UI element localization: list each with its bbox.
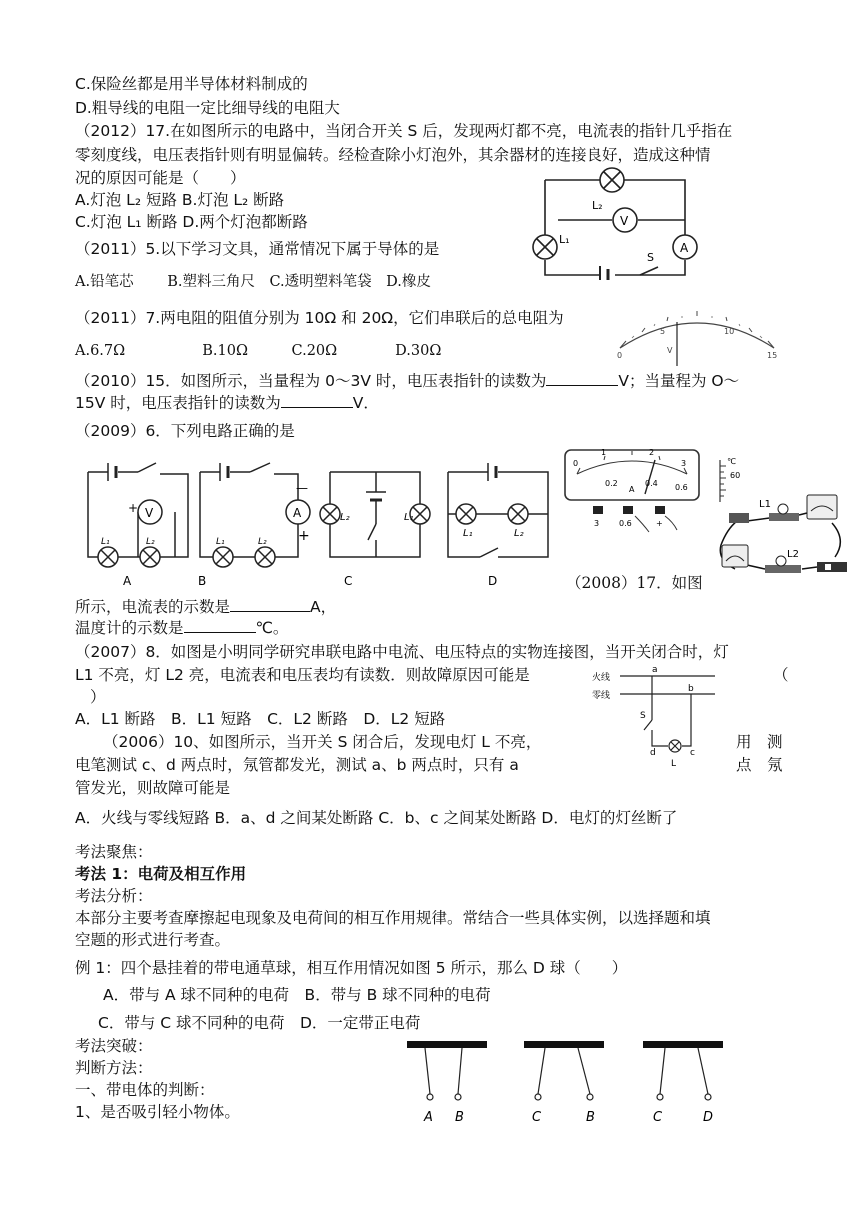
tick-3: 3 — [681, 459, 687, 468]
q2010-stem-1 — [75, 371, 739, 391]
label-l1: L1 — [759, 499, 771, 510]
q2006-stem-1-right: 用 测 — [736, 733, 783, 751]
q2006-stem-1: （2006）10、如图所示，当开关 S 闭合后，发现电灯 L 不亮， — [103, 733, 542, 751]
q2011-7-options: A.6.7Ω B.10Ω C.20Ω D.30Ω — [75, 343, 442, 359]
option-a-label: A — [123, 574, 132, 588]
tick-0: 0 — [617, 351, 623, 360]
label-l2: L2 — [787, 549, 799, 560]
label-l1-b: L₁ — [216, 537, 225, 547]
charged-balls-figure — [400, 1036, 740, 1128]
section-heading-focus: 考法聚焦： — [75, 843, 153, 861]
option-d-line: D.粗导线的电阻一定比细导线的电阻大 — [75, 99, 340, 117]
sub-0.6: 0.6 — [675, 483, 688, 492]
q2008-stem-1: （2008）17．如图 — [566, 574, 703, 592]
q2009-stem: （2009）6．下列电路正确的是 — [75, 422, 295, 440]
q2007-paren-open: （ — [773, 666, 789, 684]
q2012-options-cd: C.灯泡 L₁ 断路 D.两个灯泡都断路 — [75, 213, 308, 231]
q2007-options: A．L1 断路 B．L1 短路 C．L2 断路 D．L2 短路 — [75, 710, 446, 728]
label-l2-b: L₂ — [258, 537, 267, 547]
tick-2: 2 — [649, 448, 655, 457]
point-a: a — [652, 665, 658, 675]
answer-blank — [546, 371, 618, 386]
household-circuit-2006 — [590, 660, 720, 775]
label-s: S — [647, 251, 654, 264]
q2012-options-ab: A.灯泡 L₂ 短路 B.灯泡 L₂ 断路 — [75, 191, 285, 209]
q2006-stem-3: 管发光，则故障可能是 — [75, 779, 231, 797]
point-d: d — [650, 748, 656, 758]
q2006-stem-2: 电笔测试 c、d 两点时，氖管都发光，测试 a、b 两点时，只有 a — [75, 756, 519, 774]
minus-sign: — — [296, 481, 308, 495]
circuit-options-2009 — [78, 452, 558, 592]
analysis-text-2: 空题的形式进行考查。 — [75, 931, 231, 949]
ball-a-label: A — [424, 1110, 433, 1125]
section-heading-method1: 考法 1：电荷及相互作用 — [75, 865, 247, 883]
label-l1-d: L₁ — [463, 528, 473, 539]
label-l1-a: L₁ — [101, 537, 110, 547]
lamp-l: L — [671, 759, 677, 769]
q2011-5-options: A.铅笔芯 B.塑料三角尺 C.透明塑料笔袋 D.橡皮 — [75, 274, 431, 290]
tick-0: 0 — [573, 459, 579, 468]
real-circuit-2007 — [707, 485, 857, 580]
ball-d-label: D — [703, 1110, 714, 1125]
q2010-text-a: （2010）15．如图所示，当量程为 0～3V 时，电压表指针的读数为 — [75, 372, 547, 390]
label-l1: L₁ — [559, 233, 570, 246]
q2007-paren-close: ） — [90, 688, 106, 706]
unit-v: V — [667, 346, 673, 355]
breakthrough-heading: 考法突破： — [75, 1037, 153, 1055]
circuit-diagram-2012 — [530, 165, 700, 280]
q2010-stem-2 — [75, 393, 379, 413]
judge-charged-heading: 一、带电体的判断： — [75, 1081, 215, 1099]
q2010-text-d: V． — [352, 394, 379, 412]
answer-blank — [230, 597, 310, 612]
voltmeter-dial-2011 — [612, 308, 782, 368]
tick-5: 5 — [660, 327, 666, 336]
sub-0.2: 0.2 — [605, 479, 618, 488]
ammeter-dial-2008 — [563, 446, 703, 536]
analysis-heading: 考法分析： — [75, 887, 153, 905]
option-c-label: C — [344, 574, 353, 588]
label-l2-a: L₂ — [146, 537, 155, 547]
terminal-0.6: 0.6 — [619, 519, 632, 528]
label-l2: L₂ — [592, 199, 603, 212]
label-l1-c: L₁ — [404, 512, 414, 523]
q2007-stem-1: （2007）8．如图是小明同学研究串联电路中电流、电压特点的实物连接图，当开关闭合时，灯 — [75, 643, 729, 661]
ammeter-label: A — [293, 506, 302, 520]
q2008-text-c: 温度计的示数是 — [75, 619, 184, 637]
q2008-text-d: ℃。 — [255, 619, 289, 637]
voltmeter-label: V — [145, 506, 154, 520]
label-fire-line: 火线 — [592, 673, 611, 683]
q2010-text-c: 15V 时，电压表指针的读数为 — [75, 394, 281, 412]
answer-blank — [281, 393, 353, 408]
judge-method-heading: 判断方法： — [75, 1059, 153, 1077]
tick-1: 1 — [601, 448, 607, 457]
q2008-stem-2 — [75, 597, 336, 617]
answer-blank — [184, 618, 256, 633]
example1-options-ab: A．带与 A 球不同种的电荷 B．带与 B 球不同种的电荷 — [103, 986, 491, 1004]
tick-10: 10 — [724, 327, 735, 336]
q2008-stem-3 — [75, 618, 288, 638]
judge-rule-1: 1、是否吸引轻小物体。 — [75, 1103, 240, 1121]
analysis-text-1: 本部分主要考查摩擦起电现象及电荷间的相互作用规律。常结合一些具体实例，以选择题和填 — [75, 909, 711, 927]
switch-s: S — [640, 711, 646, 721]
example1-stem: 例 1：四个悬挂着的带电通草球，相互作用情况如图 5 所示，那么 D 球（ ） — [75, 959, 628, 977]
ball-c-label: C — [532, 1110, 542, 1125]
ball-c2-label: C — [653, 1110, 663, 1125]
q2012-stem-3: 况的原因可能是（ ） — [75, 169, 246, 187]
q2011-5-stem: （2011）5.以下学习文具，通常情况下属于导体的是 — [75, 240, 440, 258]
label-zero-line: 零线 — [592, 691, 611, 701]
q2012-stem-2: 零刻度线，电压表指针则有明显偏转。经检查除小灯泡外，其余器材的连接良好，造成这种情 — [75, 146, 711, 164]
example1-options-cd: C．带与 C 球不同种的电荷 D．一定带正电荷 — [98, 1014, 421, 1032]
plus-sign-a: + — [128, 501, 139, 515]
thermo-unit: ℃ — [727, 457, 736, 466]
ball-b-label: B — [455, 1110, 464, 1125]
plus-sign: + — [298, 528, 310, 544]
sub-0.4: 0.4 — [645, 479, 658, 488]
label-v: V — [620, 214, 629, 228]
terminal-3: 3 — [594, 519, 600, 528]
unit-a: A — [629, 485, 635, 494]
option-c-line: C.保险丝都是用半导体材料制成的 — [75, 75, 308, 93]
q2011-7-stem: （2011）7.两电阻的阻值分别为 10Ω 和 20Ω，它们串联后的总电阻为 — [75, 309, 564, 327]
ball-b2-label: B — [586, 1110, 595, 1125]
label-l2-d: L₂ — [514, 528, 524, 539]
label-a: A — [680, 241, 689, 255]
option-b-label: B — [198, 574, 207, 588]
q2006-options: A．火线与零线短路 B．a、d 之间某处断路 C．b、c 之间某处断路 D．电灯的灯丝断了 — [75, 809, 678, 827]
q2008-text-b: A， — [310, 598, 337, 616]
q2012-stem-1: （2012）17.在如图所示的电路中，当闭合开关 S 后，发现两灯都不亮，电流表的指针几乎指在 — [75, 122, 733, 140]
terminal-plus: + — [656, 519, 663, 528]
tick-15: 15 — [767, 351, 778, 360]
thermo-mark: 60 — [730, 471, 741, 480]
option-d-label: D — [488, 574, 498, 588]
point-b: b — [688, 684, 694, 694]
q2008-text-a: 所示，电流表的示数是 — [75, 598, 231, 616]
q2010-text-b: V；当量程为 O～ — [618, 372, 740, 390]
label-l2-c: L₂ — [340, 512, 350, 523]
q2006-stem-2-right: 点 氖 — [736, 756, 783, 774]
q2007-stem-2: L1 不亮，灯 L2 亮，电流表和电压表均有读数．则故障原因可能是 — [75, 666, 530, 684]
point-c: c — [690, 748, 695, 758]
